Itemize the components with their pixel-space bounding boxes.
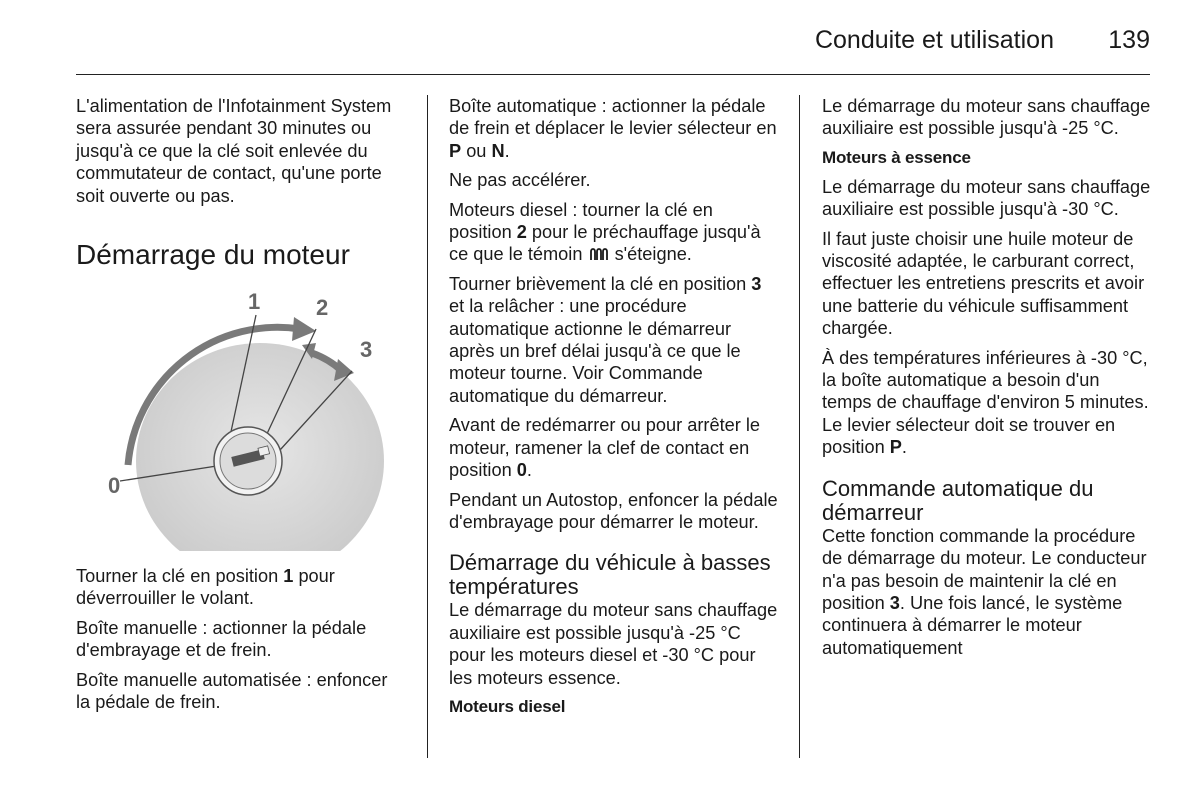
position-label-3: 3 [360, 337, 373, 363]
subheading: Moteurs à essence [822, 147, 971, 167]
paragraph: Moteurs diesel : tourner la clé en position 2 pour le préchauffage jusqu'à ce que le témoin s'éteigne. [449, 199, 761, 265]
paragraph: Boîte manuelle : actionner la pédale d'embrayage et de frein. [76, 617, 367, 661]
paragraph: Le démarrage du moteur sans chauffage auxiliaire est possible jusqu'à -25 °C pour les moteurs diesel et -30 °C pour les moteurs essence. [449, 600, 778, 688]
paragraph: Boîte manuelle automatisée : enfoncer la pédale de frein. [76, 669, 388, 713]
paragraph: Le démarrage du moteur sans chauffage auxiliaire est possible jusqu'à -25 °C. [822, 96, 1151, 139]
paragraph: Il faut juste choisir une huile moteur de viscosité adaptée, le carburant correct, effectuer les entretiens prescrits et avoir une batterie du véhicule suffisamment chargée. [822, 228, 1145, 339]
paragraph: Tourner brièvement la clé en position 3 et la relâcher : une procédure automatique actionne le démarreur après un bref délai jusqu'à ce que le moteur tourne. Voir Commande automatique du démarreur. [449, 273, 762, 406]
position-label-2: 2 [316, 295, 329, 321]
ignition-switch-figure [76, 285, 404, 551]
section-heading: Démarrage du moteur [76, 239, 350, 271]
section-heading: Démarrage du véhicule à basses températures [449, 550, 771, 600]
paragraph: Ne pas accélérer. [449, 170, 591, 191]
column-2 [449, 95, 779, 725]
paragraph: Cette fonction commande la procédure de démarrage du moteur. Le conducteur n'a pas besoin de maintenir la clé en position 3. Une fois lancé, le système continuera à démarrer le moteur automatiquement [822, 525, 1147, 658]
column-divider [799, 95, 800, 758]
paragraph: Boîte automatique : actionner la pédale de frein et déplacer le levier sélecteur en P ou N. [449, 96, 777, 161]
paragraph: Tourner la clé en position 1 pour déverrouiller le volant. [76, 566, 335, 609]
subheading: Moteurs diesel [449, 696, 566, 716]
page-number: 139 [1108, 26, 1150, 54]
section-title: Conduite et utilisation [814, 26, 1054, 54]
preheat-warning-icon [588, 246, 610, 262]
column-3 [822, 95, 1152, 666]
paragraph: Avant de redémarrer ou pour arrêter le moteur, ramener la clef de contact en position 0. [449, 415, 761, 481]
position-label-1: 1 [248, 289, 261, 315]
column-divider [427, 95, 428, 758]
paragraph: Pendant un Autostop, enfoncer la pédale d'embrayage pour démarrer le moteur. [449, 489, 778, 532]
position-label-0: 0 [108, 473, 121, 499]
header-rule [76, 74, 1150, 75]
paragraph: Le démarrage du moteur sans chauffage auxiliaire est possible jusqu'à -30 °C. [822, 176, 1151, 220]
page-header [76, 24, 1150, 60]
paragraph: À des températures inférieures à -30 °C, la boîte automatique a besoin d'un temps de chauffage d'environ 5 minutes. Le levier sélecteur doit se trouver en position P. [822, 347, 1149, 458]
column-1 [76, 95, 406, 720]
section-heading: Commande automatique du démarreur [822, 475, 1094, 525]
paragraph: L'alimentation de l'Infotainment System sera assurée pendant 30 minutes ou jusqu'à ce que la clé soit enlevée du commutateur de contact, qu'une porte soit ouverte ou pas. [76, 96, 392, 206]
